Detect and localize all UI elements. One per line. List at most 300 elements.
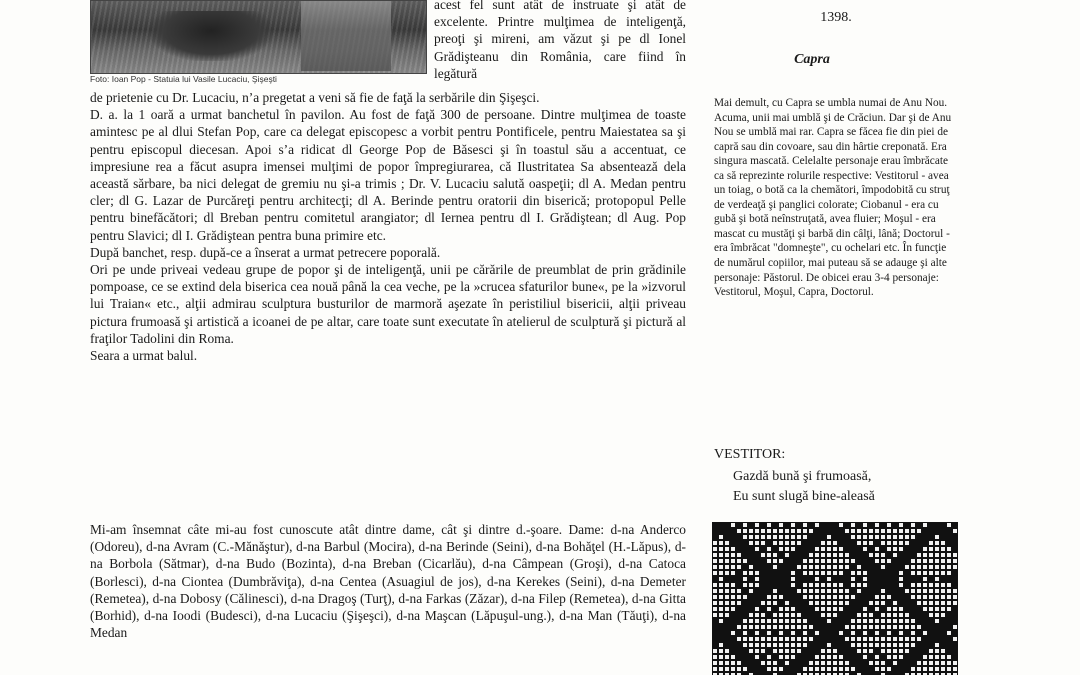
embroidery-stitch (767, 619, 771, 623)
embroidery-stitch (821, 547, 825, 551)
embroidery-stitch (899, 535, 903, 539)
embroidery-stitch (863, 625, 867, 629)
embroidery-stitch (941, 667, 945, 671)
embroidery-stitch (941, 649, 945, 653)
embroidery-stitch (953, 559, 957, 563)
embroidery-stitch (779, 523, 783, 527)
embroidery-stitch (713, 661, 717, 665)
embroidery-stitch (719, 601, 723, 605)
embroidery-stitch (713, 607, 717, 611)
embroidery-stitch (899, 625, 903, 629)
embroidery-stitch (833, 571, 837, 575)
embroidery-stitch (845, 661, 849, 665)
verse-line: Eu sunt slugă bine-aleasă (733, 489, 875, 504)
embroidery-stitch (773, 667, 777, 671)
embroidery-stitch (893, 535, 897, 539)
embroidery-stitch (935, 583, 939, 587)
embroidery-stitch (821, 553, 825, 557)
embroidery-stitch (809, 583, 813, 587)
embroidery-stitch (797, 535, 801, 539)
embroidery-stitch (887, 649, 891, 653)
embroidery-stitch (755, 631, 759, 635)
embroidery-stitch (803, 625, 807, 629)
embroidery-stitch (851, 523, 855, 527)
embroidery-stitch (713, 565, 717, 569)
article-body (90, 89, 686, 364)
embroidery-stitch (773, 529, 777, 533)
embroidery-stitch (881, 619, 885, 623)
embroidery-stitch (755, 655, 759, 659)
embroidery-stitch (749, 637, 753, 641)
article-text-top: acest fel sunt atât de instruate şi atât de excelente. Printre mulţimea de inteligenţă, preoţi şi mireni, am văzut şi pe dl Ionel Grădişteanu din România, care fiind în legătură (434, 0, 686, 81)
embroidery-stitch (809, 529, 813, 533)
embroidery-stitch (839, 565, 843, 569)
embroidery-stitch (773, 661, 777, 665)
embroidery-stitch (857, 619, 861, 623)
embroidery-stitch (749, 589, 753, 593)
embroidery-stitch (929, 655, 933, 659)
embroidery-stitch (815, 583, 819, 587)
embroidery-stitch (899, 631, 903, 635)
embroidery-stitch (725, 565, 729, 569)
embroidery-stitch (941, 589, 945, 593)
embroidery-stitch (863, 655, 867, 659)
embroidery-stitch (725, 571, 729, 575)
embroidery-stitch (761, 529, 765, 533)
embroidery-stitch (929, 583, 933, 587)
embroidery-stitch (935, 559, 939, 563)
embroidery-stitch (923, 559, 927, 563)
embroidery-stitch (743, 529, 747, 533)
embroidery-stitch (791, 529, 795, 533)
embroidery-stitch (725, 547, 729, 551)
embroidery-stitch (893, 541, 897, 545)
embroidery-stitch (893, 607, 897, 611)
embroidery-stitch (725, 613, 729, 617)
embroidery-stitch (785, 655, 789, 659)
embroidery-stitch (791, 643, 795, 647)
embroidery-stitch (827, 595, 831, 599)
embroidery-stitch (779, 631, 783, 635)
embroidery-stitch (917, 637, 921, 641)
embroidery-stitch (833, 655, 837, 659)
embroidery-stitch (821, 595, 825, 599)
embroidery-stitch (833, 607, 837, 611)
embroidery-stitch (713, 595, 717, 599)
embroidery-stitch (761, 649, 765, 653)
embroidery-stitch (725, 667, 729, 671)
embroidery-stitch (935, 541, 939, 545)
embroidery-stitch (719, 583, 723, 587)
embroidery-stitch (899, 649, 903, 653)
embroidery-stitch (923, 547, 927, 551)
embroidery-stitch (947, 607, 951, 611)
embroidery-stitch (839, 601, 843, 605)
embroidery-stitch (899, 577, 903, 581)
embroidery-stitch (761, 613, 765, 617)
embroidery-stitch (749, 643, 753, 647)
embroidery-stitch (845, 637, 849, 641)
embroidery-stitch (923, 601, 927, 605)
embroidery-stitch (719, 607, 723, 611)
embroidery-stitch (761, 541, 765, 545)
embroidery-stitch (743, 619, 747, 623)
embroidery-stitch (827, 607, 831, 611)
embroidery-stitch (935, 667, 939, 671)
embroidery-stitch (827, 667, 831, 671)
embroidery-stitch (887, 529, 891, 533)
embroidery-stitch (917, 661, 921, 665)
embroidery-stitch (947, 655, 951, 659)
embroidery-stitch (803, 535, 807, 539)
embroidery-stitch (893, 613, 897, 617)
embroidery-stitch (833, 589, 837, 593)
embroidery-stitch (863, 583, 867, 587)
embroidery-stitch (821, 655, 825, 659)
embroidery-stitch (935, 643, 939, 647)
embroidery-stitch (809, 571, 813, 575)
embroidery-stitch (827, 649, 831, 653)
embroidery-stitch (743, 583, 747, 587)
embroidery-stitch (749, 583, 753, 587)
embroidery-stitch (803, 523, 807, 527)
embroidery-stitch (797, 613, 801, 617)
embroidery-stitch (713, 547, 717, 551)
embroidery-stitch (815, 553, 819, 557)
embroidery-stitch (743, 637, 747, 641)
embroidery-stitch (779, 535, 783, 539)
embroidery-stitch (737, 667, 741, 671)
embroidery-stitch (713, 583, 717, 587)
embroidery-stitch (923, 607, 927, 611)
embroidery-stitch (815, 589, 819, 593)
embroidery-stitch (893, 637, 897, 641)
photo-background-shape (301, 1, 391, 71)
embroidery-stitch (893, 661, 897, 665)
embroidery-stitch (923, 523, 927, 527)
embroidery-stitch (881, 595, 885, 599)
embroidery-stitch (719, 655, 723, 659)
embroidery-stitch (929, 547, 933, 551)
embroidery-stitch (731, 583, 735, 587)
embroidery-stitch (875, 559, 879, 563)
embroidery-stitch (785, 601, 789, 605)
embroidery-stitch (899, 547, 903, 551)
embroidery-stitch (839, 655, 843, 659)
embroidery-stitch (725, 607, 729, 611)
embroidery-stitch (749, 571, 753, 575)
embroidery-stitch (755, 637, 759, 641)
embroidery-stitch (767, 637, 771, 641)
embroidery-stitch (803, 571, 807, 575)
embroidery-stitch (719, 547, 723, 551)
embroidery-stitch (887, 643, 891, 647)
embroidery-stitch (731, 523, 735, 527)
embroidery-stitch (791, 577, 795, 581)
embroidery-stitch (791, 547, 795, 551)
embroidery-stitch (935, 595, 939, 599)
embroidery-pattern-image (712, 522, 958, 675)
embroidery-stitch (851, 625, 855, 629)
embroidery-stitch (755, 535, 759, 539)
embroidery-stitch (767, 607, 771, 611)
embroidery-stitch (935, 577, 939, 581)
embroidery-stitch (743, 559, 747, 563)
embroidery-stitch (875, 607, 879, 611)
embroidery-stitch (731, 547, 735, 551)
embroidery-stitch (929, 565, 933, 569)
embroidery-stitch (761, 619, 765, 623)
embroidery-stitch (845, 625, 849, 629)
embroidery-stitch (935, 553, 939, 557)
embroidery-stitch (803, 643, 807, 647)
embroidery-stitch (719, 535, 723, 539)
embroidery-stitch (923, 571, 927, 575)
embroidery-stitch (839, 553, 843, 557)
embroidery-stitch (857, 583, 861, 587)
embroidery-stitch (767, 553, 771, 557)
embroidery-stitch (929, 595, 933, 599)
embroidery-stitch (797, 619, 801, 623)
embroidery-stitch (713, 541, 717, 545)
embroidery-stitch (719, 571, 723, 575)
embroidery-stitch (821, 541, 825, 545)
embroidery-stitch (839, 595, 843, 599)
embroidery-stitch (917, 553, 921, 557)
embroidery-stitch (743, 535, 747, 539)
embroidery-stitch (785, 643, 789, 647)
embroidery-stitch (743, 577, 747, 581)
embroidery-stitch (851, 535, 855, 539)
embroidery-stitch (899, 571, 903, 575)
embroidery-stitch (941, 547, 945, 551)
embroidery-stitch (761, 625, 765, 629)
embroidery-stitch (821, 649, 825, 653)
embroidery-stitch (893, 625, 897, 629)
article-paragraph: După banchet, resp. după-ce a înserat a urmat petrecere poporală. (90, 244, 441, 260)
embroidery-pattern (712, 522, 958, 675)
embroidery-stitch (725, 649, 729, 653)
embroidery-stitch (797, 643, 801, 647)
embroidery-stitch (827, 613, 831, 617)
embroidery-stitch (755, 607, 759, 611)
embroidery-stitch (893, 553, 897, 557)
embroidery-stitch (923, 595, 927, 599)
embroidery-stitch (743, 571, 747, 575)
embroidery-stitch (815, 565, 819, 569)
embroidery-stitch (791, 541, 795, 545)
embroidery-stitch (845, 529, 849, 533)
embroidery-stitch (857, 649, 861, 653)
embroidery-stitch (731, 661, 735, 665)
embroidery-stitch (779, 541, 783, 545)
embroidery-stitch (929, 607, 933, 611)
embroidery-stitch (767, 535, 771, 539)
embroidery-stitch (857, 625, 861, 629)
embroidery-stitch (941, 595, 945, 599)
embroidery-stitch (785, 619, 789, 623)
embroidery-stitch (875, 655, 879, 659)
embroidery-stitch (875, 661, 879, 665)
embroidery-stitch (953, 601, 957, 605)
embroidery-stitch (935, 607, 939, 611)
embroidery-stitch (941, 601, 945, 605)
embroidery-stitch (731, 595, 735, 599)
embroidery-stitch (761, 535, 765, 539)
embroidery-stitch (935, 535, 939, 539)
embroidery-stitch (869, 649, 873, 653)
embroidery-stitch (887, 637, 891, 641)
embroidery-stitch (791, 571, 795, 575)
embroidery-stitch (809, 559, 813, 563)
embroidery-stitch (731, 571, 735, 575)
embroidery-stitch (923, 655, 927, 659)
embroidery-stitch (935, 547, 939, 551)
embroidery-stitch (785, 541, 789, 545)
embroidery-stitch (893, 529, 897, 533)
embroidery-stitch (929, 553, 933, 557)
embroidery-stitch (881, 565, 885, 569)
embroidery-stitch (803, 565, 807, 569)
embroidery-stitch (911, 637, 915, 641)
embroidery-stitch (935, 661, 939, 665)
embroidery-stitch (725, 553, 729, 557)
embroidery-stitch (779, 529, 783, 533)
embroidery-stitch (719, 577, 723, 581)
embroidery-stitch (755, 613, 759, 617)
embroidery-stitch (887, 667, 891, 671)
embroidery-stitch (743, 631, 747, 635)
embroidery-stitch (815, 523, 819, 527)
embroidery-stitch (719, 619, 723, 623)
embroidery-stitch (833, 583, 837, 587)
embroidery-stitch (911, 523, 915, 527)
embroidery-stitch (917, 571, 921, 575)
embroidery-stitch (803, 631, 807, 635)
embroidery-stitch (719, 595, 723, 599)
embroidery-stitch (713, 601, 717, 605)
statue-photo (90, 0, 427, 74)
embroidery-stitch (839, 547, 843, 551)
embroidery-stitch (767, 655, 771, 659)
verse-line: Gazdă bună şi frumoasă, (733, 469, 872, 484)
embroidery-stitch (779, 547, 783, 551)
embroidery-stitch (725, 595, 729, 599)
embroidery-stitch (953, 553, 957, 557)
embroidery-stitch (785, 607, 789, 611)
embroidery-stitch (941, 607, 945, 611)
embroidery-stitch (875, 523, 879, 527)
embroidery-stitch (713, 649, 717, 653)
embroidery-stitch (755, 577, 759, 581)
embroidery-stitch (911, 667, 915, 671)
embroidery-stitch (851, 631, 855, 635)
embroidery-stitch (797, 541, 801, 545)
embroidery-stitch (791, 613, 795, 617)
embroidery-stitch (743, 523, 747, 527)
embroidery-stitch (809, 565, 813, 569)
embroidery-stitch (929, 661, 933, 665)
embroidery-stitch (857, 637, 861, 641)
embroidery-stitch (761, 661, 765, 665)
embroidery-stitch (881, 661, 885, 665)
embroidery-stitch (923, 667, 927, 671)
embroidery-stitch (857, 535, 861, 539)
embroidery-stitch (953, 529, 957, 533)
embroidery-stitch (779, 637, 783, 641)
embroidery-stitch (911, 565, 915, 569)
embroidery-stitch (875, 601, 879, 605)
embroidery-stitch (887, 535, 891, 539)
embroidery-stitch (845, 601, 849, 605)
embroidery-stitch (845, 595, 849, 599)
embroidery-stitch (833, 547, 837, 551)
embroidery-stitch (863, 613, 867, 617)
embroidery-stitch (731, 601, 735, 605)
embroidery-stitch (947, 601, 951, 605)
embroidery-stitch (839, 523, 843, 527)
embroidery-stitch (719, 589, 723, 593)
embroidery-stitch (719, 553, 723, 557)
embroidery-stitch (821, 667, 825, 671)
embroidery-stitch (827, 619, 831, 623)
embroidery-stitch (815, 655, 819, 659)
embroidery-stitch (917, 595, 921, 599)
embroidery-stitch (941, 559, 945, 563)
embroidery-stitch (821, 571, 825, 575)
embroidery-stitch (791, 619, 795, 623)
embroidery-stitch (809, 667, 813, 671)
embroidery-stitch (851, 571, 855, 575)
embroidery-stitch (911, 535, 915, 539)
embroidery-stitch (821, 661, 825, 665)
embroidery-stitch (827, 559, 831, 563)
embroidery-stitch (851, 667, 855, 671)
embroidery-stitch (947, 559, 951, 563)
embroidery-stitch (899, 541, 903, 545)
embroidery-stitch (881, 643, 885, 647)
embroidery-stitch (809, 595, 813, 599)
embroidery-stitch (893, 655, 897, 659)
embroidery-stitch (791, 625, 795, 629)
embroidery-stitch (785, 613, 789, 617)
embroidery-stitch (887, 547, 891, 551)
embroidery-stitch (833, 613, 837, 617)
embroidery-stitch (941, 613, 945, 617)
embroidery-stitch (923, 661, 927, 665)
embroidery-stitch (875, 535, 879, 539)
embroidery-stitch (833, 667, 837, 671)
embroidery-stitch (713, 571, 717, 575)
embroidery-stitch (827, 541, 831, 545)
embroidery-stitch (719, 649, 723, 653)
embroidery-stitch (719, 565, 723, 569)
embroidery-stitch (827, 577, 831, 581)
embroidery-stitch (863, 643, 867, 647)
embroidery-stitch (881, 649, 885, 653)
embroidery-stitch (845, 553, 849, 557)
embroidery-stitch (773, 619, 777, 623)
embroidery-stitch (815, 661, 819, 665)
embroidery-stitch (827, 661, 831, 665)
embroidery-stitch (857, 565, 861, 569)
article-paragraph: Ori pe unde priveai vedeau grupe de popor şi de inteligenţă, unii pe cărările de preumblat de prin grădinile pompoase, ce se extind dela biserica cea nouă până la cea veche, pe la »crucea sfaturilor bune«, pe la »izvorul lui Traian« etc., alţii admirau sculptura busturilor de marmoră aşezate în peristiliul bisericii, alţii priveau pictura frumoasă şi artistică a icoanei de pe altar, care toate sunt executate în atelierul de sculptură şi pictură al fraţilor Tadolini din Roma. (90, 262, 686, 346)
embroidery-stitch (893, 643, 897, 647)
embroidery-stitch (869, 625, 873, 629)
embroidery-stitch (863, 547, 867, 551)
embroidery-stitch (935, 613, 939, 617)
embroidery-stitch (767, 523, 771, 527)
